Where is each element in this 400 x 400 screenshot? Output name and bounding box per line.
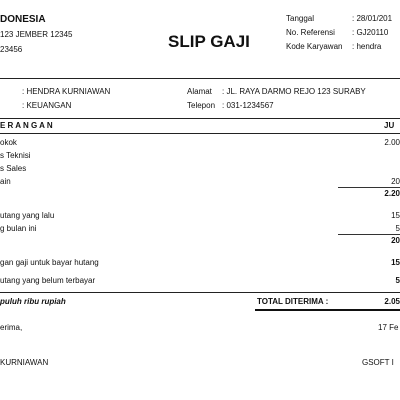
income-item-label: s Teknisi (0, 151, 31, 160)
debt-subtotal: 20 (391, 236, 400, 245)
address-value: : JL. RAYA DARMO REJO 123 SURABY (222, 87, 366, 96)
income-item-amount: 2.00 (384, 138, 400, 147)
income-item-label: s Sales (0, 164, 27, 173)
debt-item-amount: 15 (391, 211, 400, 220)
deduction-item-amount: 15 (391, 258, 400, 267)
header-divider (0, 78, 400, 79)
income-item-amount: 20 (391, 177, 400, 186)
debt-item-label: utang yang lalu (0, 211, 55, 220)
employee-name: : HENDRA KURNIAWAN (22, 87, 111, 96)
company-phone: 23456 (0, 45, 23, 54)
deduction-item-amount: 5 (395, 276, 400, 285)
table-header-top-border (0, 118, 400, 119)
received-by-label: erima, (0, 323, 23, 332)
deduction-item-label: utang yang belum terbayar (0, 276, 96, 285)
table-header-bottom-border (0, 133, 400, 134)
income-item-label: ain (0, 177, 11, 186)
total-underline (255, 309, 400, 311)
total-received-label: TOTAL DITERIMA : (257, 297, 329, 306)
summary-top-border (0, 292, 400, 293)
company-name: DONESIA (0, 14, 46, 25)
document-title: SLIP GAJI (168, 32, 250, 51)
total-received-value: 2.05 (384, 297, 400, 306)
phone-label: Telepon (187, 101, 216, 110)
deduction-item-label: gan gaji untuk bayar hutang (0, 258, 99, 267)
date-value: : 28/01/201 (352, 14, 393, 23)
income-subtotal: 2.20 (384, 189, 400, 198)
amount-in-words: puluh ribu rupiah (0, 297, 66, 306)
signature-date: 17 Fe (378, 323, 399, 332)
date-label: Tanggal (286, 14, 315, 23)
employee-department: : KEUANGAN (22, 101, 72, 110)
debt-subtotal-line (338, 234, 400, 235)
company-address: 123 JEMBER 12345 (0, 30, 73, 39)
company-signature: GSOFT I (362, 358, 394, 367)
income-subtotal-line (338, 187, 400, 188)
phone-value: : 031-1234567 (222, 101, 274, 110)
employee-code-label: Kode Karyawan (286, 42, 343, 51)
employee-code-value: : hendra (352, 42, 382, 51)
reference-label: No. Referensi (286, 28, 335, 37)
column-amount-header: JU (384, 121, 395, 130)
reference-value: : GJ20110 (352, 28, 389, 37)
receiver-name: KURNIAWAN (0, 358, 49, 367)
address-label: Alamat (187, 87, 212, 96)
income-item-label: okok (0, 138, 17, 147)
debt-item-label: g bulan ini (0, 224, 37, 233)
column-description-header: E R A N G A N (0, 121, 53, 130)
debt-item-amount: 5 (395, 224, 400, 233)
